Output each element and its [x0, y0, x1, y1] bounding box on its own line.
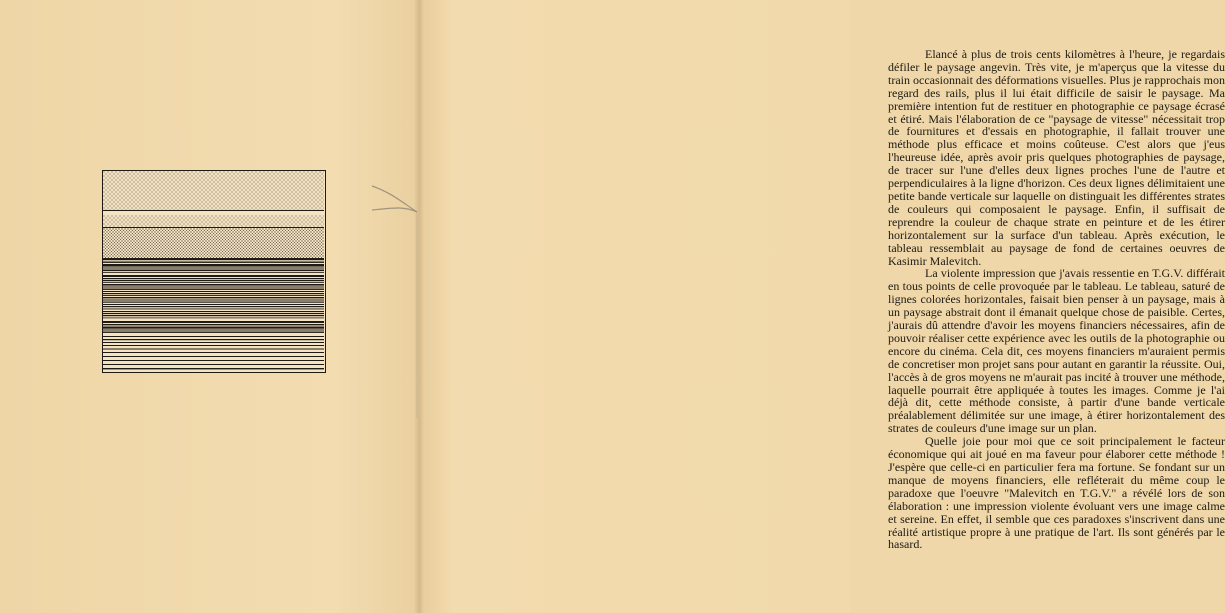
body-text — [888, 48, 1225, 551]
paragraph-3: Quelle joie pour moi que ce soit principalement le facteur économique qui ait joué en ma faveur pour élaborer cette méthode ! J'espère que celle-ci en particulier fera ma fortune. Se fondant sur un manque de moyens financiers, elle refléterait du même coup le paradoxe que l'oeuvre "Malevitch en T.G.V." a révélé lors de son élaboration : une impression violente évoluant vers une image calme et sereine. En effet, il semble que ces paradoxes s'inscrivent dans une réalité artistique propre à une pratique de l'art. Ils sont générés par le hasard. — [888, 434, 1225, 552]
paragraph-1: Elancé à plus de trois cents kilomètres à l'heure, je regardais défiler le paysage angevin. Très vite, je m'aperçus que la vitesse du train occasionnait des déformations visuelles. Plus je rapprochais mon regard des rails, plus il lui était difficile de saisir le paysage. Ma première intention fut de restituer en photographie ce paysage écrasé et étiré. Mais l'élaboration de ce "paysage de vitesse" nécessitait trop de fournitures et d'essais en photographie, il fallait trouver une méthode plus efficace et moins coûteuse. C'est alors que j'eus l'heureuse idée, après avoir pris quelques photographies de paysage, de tracer sur l'une d'elles deux lignes proches l'une de l'autre et perpendiculaires à la ligne d'horizon. Ces deux lignes délimitaient une petite bande verticale sur laquelle on distinguait les différentes strates de couleurs qui composaient le paysage. Enfin, il suffisait de reprendre la couleur de chaque strate en peinture et de les étirer horizontalement sur la surface d'un tableau. Après exécution, le tableau ressemblait au paysage de fond de certaines oeuvres de Kasimir Malevitch. — [888, 47, 1225, 268]
paragraph-2: La violente impression que j'avais ressentie en T.G.V. différait en tous points de celle provoquée par le tableau. Le tableau, saturé de lignes colorées horizontales, faisait bien penser à un paysage, mais à un paysage abstrait dont il émanait quelque chose de paisible. Certes, j'aurais dû attendre d'avoir les moyens financiers nécessaires, afin de pouvoir réaliser cette expérience avec les outils de la photographie ou encore du cinéma. Cela dit, ces moyens financiers m'auraient permis de concretiser mon projet sans pour autant en garantir la réussite. Oui, l'accès à de gros moyens ne m'aurait pas incité à trouver une méthode, laquelle pourrait être appliquée à toutes les images. Comme je l'ai déjà dit, cette méthode consiste, à partir d'une bande verticale préalablement délimitée sur une image, à étirer horizontalement des strates de couleurs d'une image sur un plan. — [888, 266, 1225, 436]
